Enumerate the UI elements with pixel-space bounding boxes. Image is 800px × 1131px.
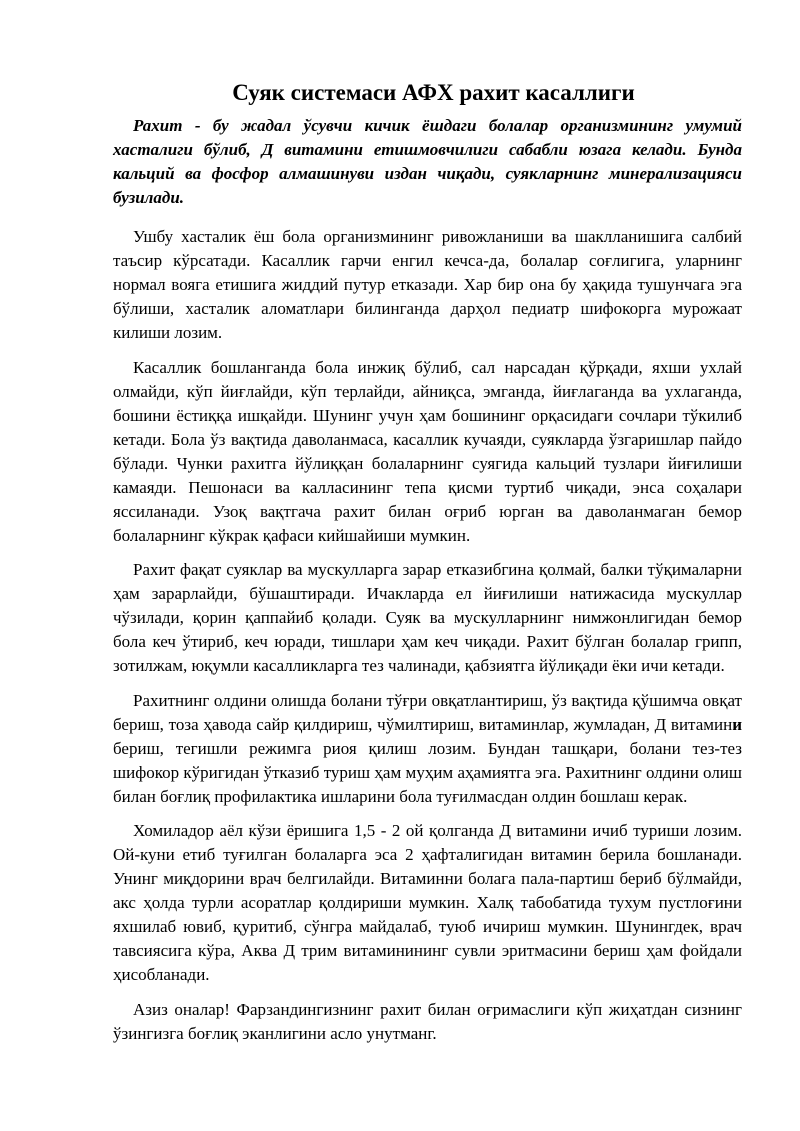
paragraph-4-text-start: Рахитнинг олдини олишда болани тўғри овқатлантириш, ўз вақтида қўшимча овқат бериш, тоза ҳавода сайр қилдириш, чўмилтириш, витаминлар, жумладан, Д витамин	[113, 690, 742, 734]
body-paragraph-2: Касаллик бошланганда бола инжиқ бўлиб, сал нарсадан қўрқади, яхши ухлай олмайди, кўп йиғлайди, кўп терлайди, айниқса, эмганда, йиғлаганда ва ухлаганда, бошини ёстиққа ишқайди. Шунинг учун ҳам бошининг орқасидаги сочлари тўкилиб кетади. Бола ўз вақтида даволанмаса, касаллик кучаяди, суякларда ўзгаришлар пайдо бўлади. Чунки рахитга йўлиққан болаларнинг суягида кальций тузлари йиғилиши камаяди. Пешонаси ва калласининг тепа қисми туртиб чиқади, энса соҳалари яссиланади. Узоқ вақтгача рахит билан оғриб юрган ва даволанмаган бемор болаларнинг кўкрак қафаси кийшайиши мумкин.	[113, 357, 742, 545]
body-paragraph-6: Азиз оналар! Фарзандингизнинг рахит билан оғримаслиги кўп жиҳатдан сизнинг ўзингизга боғлиқ эканлигини асло унутманг.	[113, 999, 742, 1043]
body-paragraph-3: Рахит фақат суяклар ва мускулларга зарар етказибгина қолмай, балки тўқималарни ҳам зарарлайди, бўшаштиради. Ичакларда ел йиғилиши натижасида мускуллар чўзилади, қорин қаппайиб қолади. Суяк ва мускулларнинг нимжонлигидан бемор бола кеч ўтириб, кеч юради, тишлари ҳам кеч чиқади. Рахит бўлган болалар грипп, зотилжам, юқумли касалликларга тез чалинади, қабзиятга йўлиқади ёки ичи кетади.	[113, 560, 742, 675]
body-paragraph-4	[113, 689, 742, 809]
paragraph-4-bold-letter: и	[732, 714, 742, 734]
lead-paragraph: Рахит - бу жадал ўсувчи кичик ёшдаги болалар организмининг умумий хасталиги бўлиб, Д витамини етишмовчилиги сабабли юзага келади. Бунда кальций ва фосфор алмашинуви издан чиқади, суякларнинг минерализацияси бузилади.	[113, 116, 742, 207]
body-paragraph-5: Хомиладор аёл кўзи ёришига 1,5 - 2 ой қолганда Д витамини ичиб туриши лозим. Ой-куни етиб туғилган болаларга эса 2 ҳафталигидан витамин берила бошланади. Унинг миқдорини врач белгилайди. Витаминни болага пала-партиш бериб бўлмайди, акс ҳолда турли асоратлар қолдириши мумкин. Халқ табобатида тухум пустлоғини яхшилаб ювиб, қуритиб, сўнгра майдалаб, туюб ичириш мумкин. Шунингдек, врач тавсиясига кўра, Аква Д трим витаминининг сувли эритмасини бериш ҳам фойдали ҳисобланади.	[113, 821, 742, 984]
paragraph-4-text-end: бериш, тегишли режимга риоя қилиш лозим. Бундан ташқари, болани тез-тез шифокор кўригидан ўтказиб туриш ҳам муҳим аҳамиятга эга. Рахитнинг олдини олиш билан боғлиқ профилактика ишларини бола туғилмасдан олдин бошлаш керак.	[113, 738, 742, 806]
document-title: Суяк системаси АФХ рахит касаллиги	[232, 80, 635, 105]
body-paragraph-1: Ушбу хасталик ёш бола организмининг ривожланиши ва шаклланишига салбий таъсир кўрсатади. Касаллик гарчи енгил кечса-да, болалар соғлигига, уларнинг нормал вояга етишига жиддий путур етказади. Хар бир она бу ҳақида тушунчага эга бўлиши, хасталик аломатлари билинганда дарҳол педиатр шифокорга мурожаат килиши лозим.	[113, 227, 742, 342]
